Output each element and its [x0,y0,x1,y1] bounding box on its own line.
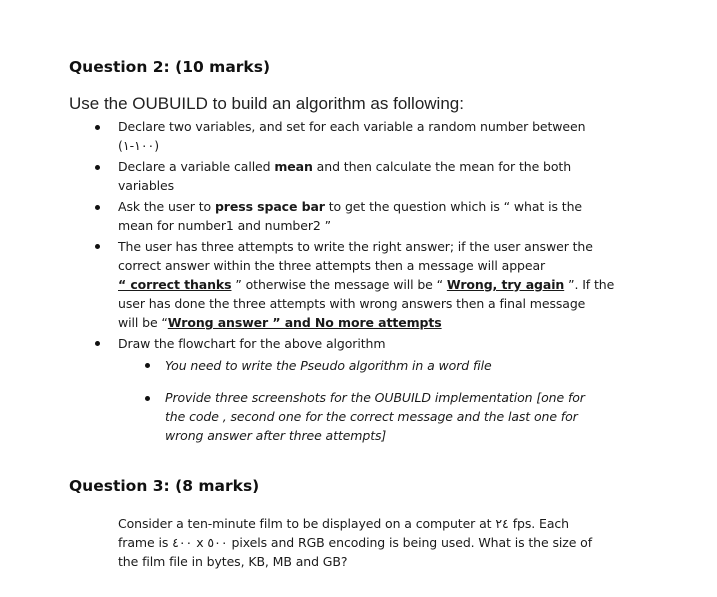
bullet-4-line-4: user has done the three attempts with wrong answers then a final message [118,296,586,311]
bullet-dot-5 [95,341,100,346]
bullet-2-line-2: variables [118,178,175,193]
bullet-1-line-1: Declare two variables, and set for each variable a random number between [118,119,586,134]
correct-thanks-message: “ correct thanks [118,277,232,292]
bullet-4-line-1: The user has three attempts to write the right answer; if the user answer the [118,239,593,254]
question-2-title: Question 2: (10 marks) [69,58,271,76]
sub-bullet-2-line-1: Provide three screenshots for the OUBUILD implementation [one for [165,390,585,405]
bullet-2-post: and then calculate the mean for the both [312,159,572,174]
question-2-subtitle: Use the OUBUILD to build an algorithm as following: [69,94,464,113]
bullet-2-line-1 [118,157,571,176]
bullet-dot-2 [95,165,100,170]
bullet-4-line-3 [118,275,614,294]
bullet-4-line-5 [118,313,442,332]
bullet-3-pre: Ask the user to [118,199,215,214]
question-3-line-3: the film file in bytes, KB, MB and GB? [118,554,348,569]
bullet-dot-1 [95,125,100,130]
question-3-line-2: frame is ٤٠٠ x ٥٠٠ pixels and RGB encoding is being used. What is the size of [118,535,593,550]
bullet-dot-3 [95,205,100,210]
sub-bullet-1-text: You need to write the Pseudo algorithm in a word file [165,358,492,373]
bullet-4-line-5-pre: will be “ [118,315,168,330]
bullet-3-line-1 [118,197,582,216]
bullet-3-bold-press-space-bar: press space bar [214,199,325,214]
sub-bullet-dot-2 [145,396,150,401]
wrong-answer-final-message: Wrong answer ” and No more attempts [167,315,442,330]
bullet-4-line-2: correct answer within the three attempts then a message will appear [118,258,546,273]
bullet-5-line-1: Draw the flowchart for the above algorithm [118,336,386,351]
sub-bullet-dot-1 [145,363,150,368]
bullet-3-post: to get the question which is “ what is the [324,199,582,214]
question-3-line-1: Consider a ten-minute film to be displayed on a computer at ٢٤ fps. Each [118,516,569,531]
wrong-try-again-message: Wrong, try again [446,277,565,292]
bullet-2-bold-mean: mean [274,159,313,174]
question-3-title: Question 3: (8 marks) [69,477,260,495]
bullet-dot-4 [95,244,100,249]
bullet-1-line-2: (١٠٠-١) [118,138,160,153]
sub-bullet-2-line-2: the code , second one for the correct message and the last one for [165,409,578,424]
bullet-3-line-2: mean for number1 and number2 ” [118,218,331,233]
sub-bullet-2-line-3: wrong answer after three attempts] [165,428,387,443]
bullet-2-pre: Declare a variable called [118,159,275,174]
bullet-4-line-3-mid: ” otherwise the message will be “ [231,277,447,292]
bullet-4-line-3-end: ”. If the [564,277,615,292]
